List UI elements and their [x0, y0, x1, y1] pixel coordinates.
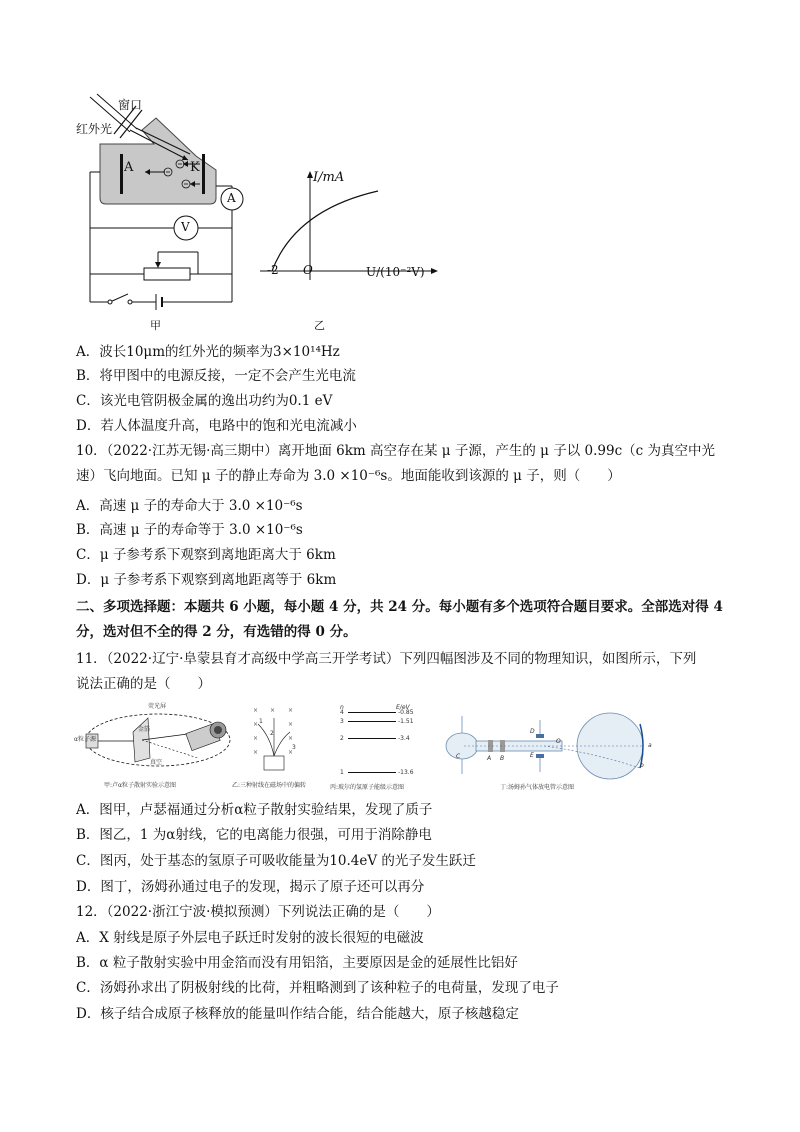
- bing-level-line-1: [348, 772, 396, 773]
- voltmeter-label: V: [181, 220, 190, 234]
- svg-text:×: ×: [288, 721, 294, 728]
- cathode-label: K: [190, 160, 200, 175]
- yi-label-2: 2: [270, 730, 274, 737]
- svg-text:×: ×: [288, 735, 294, 742]
- ding-label-a-small: a: [648, 742, 652, 749]
- q11-option-d: D．图丁，汤姆孙通过电子的发现，揭示了原子还可以再分: [76, 879, 425, 895]
- bing-level-n2: 2: [340, 735, 344, 742]
- svg-text:×: ×: [270, 707, 276, 714]
- ding-label-b-small: b: [640, 762, 644, 769]
- ding-caption: 丁:汤姆孙气体放电管示意图: [500, 784, 575, 791]
- q11-stem-line1: 11．（2022·辽宁·阜蒙县育才高级中学高三开学考试）下列四幅图涉及不同的物理知识，如图所示，下列: [76, 651, 697, 667]
- bing-header-n: n: [340, 704, 344, 711]
- svg-text:×: ×: [288, 707, 294, 714]
- yi-caption: 乙:三种射线在磁场中的偏转: [232, 782, 307, 789]
- yi-label-3: 3: [292, 744, 296, 751]
- x-axis-label: U/(10⁻²V): [366, 265, 425, 279]
- ding-label-b: B: [500, 755, 505, 762]
- ding-label-o: O: [556, 738, 561, 745]
- section2-line2: 分，选对但不全的得 2 分，有选错的得 0 分。: [76, 624, 357, 640]
- bing-level-e2: -3.4: [398, 735, 410, 742]
- q12-option-d: D．核子结合成原子核释放的能量叫作结合能，结合能越大，原子核越稳定: [76, 1006, 519, 1022]
- intercept-label: -2: [267, 263, 279, 277]
- bing-header-e: E/eV: [396, 704, 410, 711]
- q11-option-a: A．图甲，卢瑟福通过分析α粒子散射实验结果，发现了质子: [76, 802, 433, 818]
- bing-caption: 丙:玻尔的氢原子能级示意图: [330, 784, 405, 791]
- anode-label: A: [124, 160, 134, 175]
- q10-stem-line2: 速）飞向地面。已知 μ 子的静止寿命为 3.0 ×10⁻⁶s。地面能收到该源的 μ 子，则（ ）: [76, 468, 621, 484]
- q11-option-c: C．图丙，处于基态的氢原子可吸收能量为10.4eV 的光子发生跃迁: [76, 853, 476, 869]
- jia-label-screen: 荧光屏: [148, 703, 167, 710]
- svg-text:×: ×: [288, 749, 294, 756]
- svg-text:×: ×: [253, 735, 259, 742]
- jia-label-foil: 金箔: [138, 726, 151, 733]
- ding-label-e: E: [530, 752, 534, 759]
- ding-label-d: D: [530, 728, 535, 735]
- q12-option-c: C．汤姆孙求出了阴极射线的比荷，并粗略测到了该种粒子的电荷量，发现了电子: [76, 980, 559, 996]
- discharge-tube-figure: [440, 708, 660, 780]
- q11-option-b: B．图乙，1 为α射线，它的电离能力很强，可用于消除静电: [76, 827, 432, 843]
- bing-level-e1: -13.6: [398, 769, 414, 776]
- q12-option-b: B．α 粒子散射实验中用金箔而没有用铝箔，主要原因是金的延展性比铝好: [76, 955, 518, 971]
- svg-text:×: ×: [253, 721, 259, 728]
- q10-option-d: D．μ 子参考系下观察到离地距离等于 6km: [76, 572, 337, 588]
- yi-label-1: 1: [259, 718, 263, 725]
- infrared-label: 红外光: [76, 122, 113, 136]
- ammeter-label: A: [227, 191, 236, 205]
- figure-yi-caption: 乙: [314, 319, 325, 332]
- q9-option-b: B．将甲图中的电源反接，一定不会产生光电流: [76, 368, 356, 384]
- q12-option-a: A．X 射线是原子外层电子跃迁时发射的波长很短的电磁波: [76, 930, 424, 946]
- y-axis-label: I/mA: [313, 170, 345, 185]
- q9-option-c: C．该光电管阴极金属的逸出功约为0.1 eV: [76, 393, 333, 409]
- window-label: 窗口: [118, 98, 143, 112]
- q12-stem: 12．（2022·浙江宁波·模拟预测）下列说法正确的是（ ）: [76, 904, 440, 920]
- q10-option-c: C．μ 子参考系下观察到离地距离大于 6km: [76, 547, 336, 563]
- bing-level-n3: 3: [340, 718, 344, 725]
- jia-caption: 甲:卢α粒子散射实验示意图: [104, 782, 176, 789]
- section2-line1: 二、多项选择题：本题共 6 小题，每小题 4 分，共 24 分。每小题有多个选项符合题目要求。全部选对得 4: [76, 599, 723, 615]
- q11-stem-line2: 说法正确的是（ ）: [76, 676, 211, 692]
- jia-label-source: α粒子源: [74, 736, 96, 743]
- bing-level-e3: -1.51: [398, 718, 414, 725]
- ding-label-a: A: [487, 755, 492, 762]
- bing-level-n4: 4: [340, 709, 344, 716]
- q9-option-a: A．波长10μm的红外光的频率为3×10¹⁴Hz: [76, 344, 340, 360]
- rays-in-field-figure: [250, 706, 310, 772]
- svg-text:×: ×: [253, 749, 259, 756]
- svg-text:×: ×: [253, 707, 259, 714]
- ding-label-c: C: [456, 753, 461, 760]
- origin-label: O: [303, 263, 313, 277]
- q10-option-b: B．高速 μ 子的寿命等于 3.0 ×10⁻⁶s: [76, 522, 303, 538]
- bing-level-line-4: [348, 712, 396, 713]
- figure-jia-caption: 甲: [150, 319, 161, 332]
- jia-label-vacuum: 真空: [150, 759, 163, 766]
- q10-option-a: A．高速 μ 子的寿命大于 3.0 ×10⁻⁶s: [76, 498, 303, 514]
- bing-level-e4: -0.85: [398, 709, 414, 716]
- bing-level-line-2: [348, 738, 396, 739]
- bing-level-line-3: [348, 721, 396, 722]
- q9-option-d: D．若人体温度升高，电路中的饱和光电流减小: [76, 418, 357, 434]
- bing-level-n1: 1: [340, 769, 344, 776]
- q10-stem-line1: 10．（2022·江苏无锡·高三期中）离开地面 6km 高空存在某 μ 子源，产生的 μ 子以 0.99c（c 为真空中光: [76, 443, 715, 459]
